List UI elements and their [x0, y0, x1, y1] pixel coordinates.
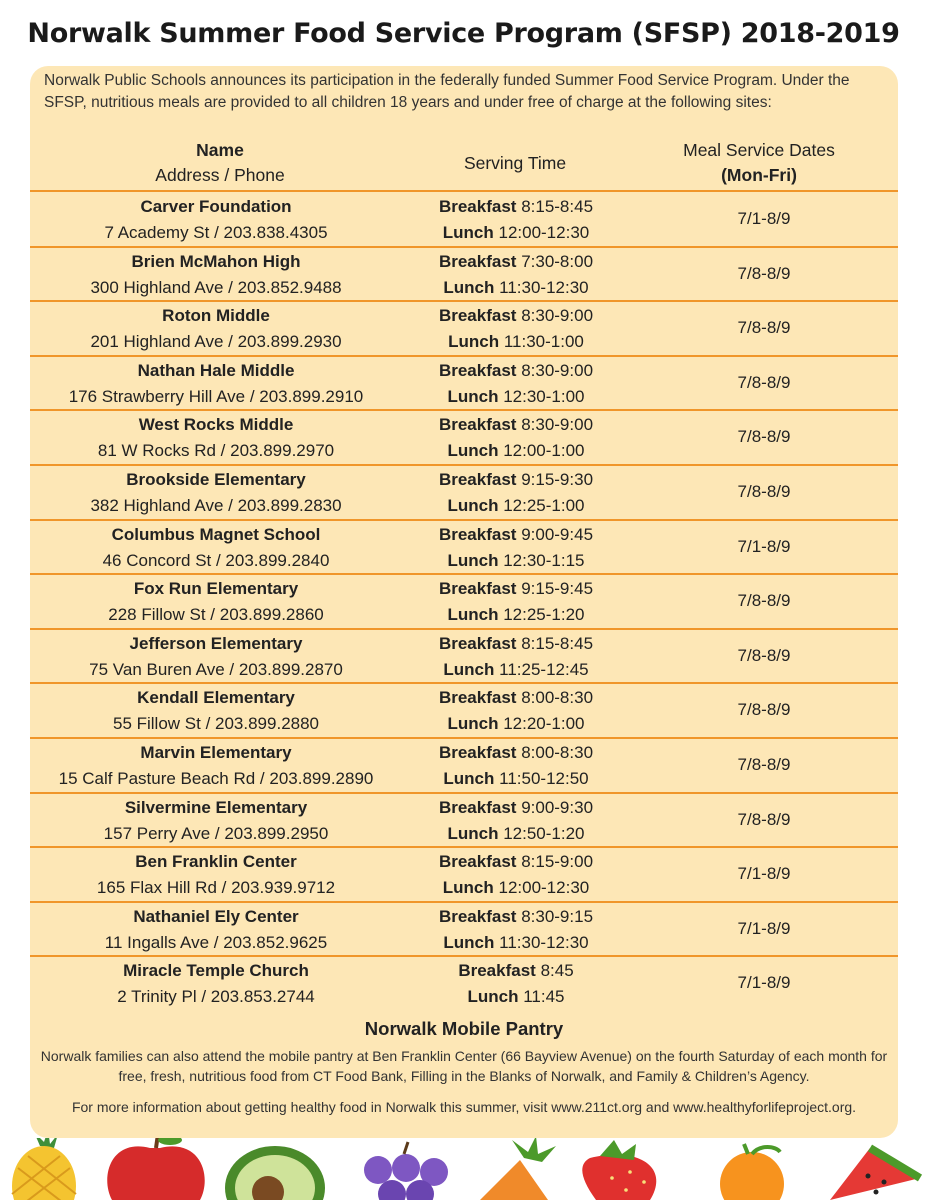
table-row: [30, 957, 898, 1010]
site-address: 55 Fillow St / 203.899.2880: [112, 714, 320, 734]
table-row: [30, 794, 898, 849]
table-row: [30, 302, 898, 357]
service-dates: 7/8-8/9: [737, 754, 791, 774]
site-name: Roton Middle: [162, 306, 270, 326]
lunch-label: Lunch: [447, 441, 499, 461]
breakfast-value: 9:00-9:30: [521, 797, 594, 817]
breakfast-value: 8:45: [540, 961, 574, 981]
breakfast-time: [402, 194, 630, 220]
fruit-border: [0, 1138, 927, 1200]
lunch-time: [402, 984, 630, 1010]
header-name-cell: [30, 138, 410, 188]
site-name: Nathaniel Ely Center: [133, 906, 299, 926]
pantry-title: Norwalk Mobile Pantry: [364, 1018, 564, 1039]
lunch-label: Lunch: [447, 550, 499, 570]
site-name: Brookside Elementary: [126, 469, 306, 489]
breakfast-label: Breakfast: [438, 306, 517, 326]
breakfast-value: 8:30-9:00: [521, 360, 594, 380]
service-dates: 7/8-8/9: [737, 645, 791, 665]
lunch-label: Lunch: [443, 659, 495, 679]
breakfast-label: Breakfast: [438, 524, 517, 544]
service-dates: 7/1-8/9: [737, 918, 791, 938]
site-name: Miracle Temple Church: [123, 961, 309, 981]
lunch-time: [402, 548, 630, 574]
table-row: [30, 903, 898, 958]
site-address: 300 Highland Ave / 203.852.9488: [90, 277, 342, 297]
breakfast-value: 8:30-9:00: [521, 415, 594, 435]
breakfast-label: Breakfast: [438, 579, 517, 599]
table-row: [30, 466, 898, 521]
page-title: Norwalk Summer Food Service Program (SFSP) 2018-2019: [27, 18, 900, 49]
breakfast-time: [402, 249, 630, 275]
site-address: 157 Perry Ave / 203.899.2950: [103, 823, 329, 843]
site-name: Kendall Elementary: [137, 688, 295, 708]
site-address: 201 Highland Ave / 203.899.2930: [90, 332, 342, 352]
lunch-time: [402, 438, 630, 464]
lunch-value: 12:20-1:00: [503, 714, 585, 734]
lunch-time: [402, 657, 630, 683]
grapes-icon: [364, 1142, 448, 1200]
header-dates: Meal Service Dates: [683, 140, 835, 160]
lunch-time: [402, 275, 630, 301]
strawberry-icon: [582, 1140, 656, 1200]
lunch-label: Lunch: [447, 714, 499, 734]
service-dates: 7/8-8/9: [737, 481, 791, 501]
lunch-value: 11:30-1:00: [503, 332, 584, 352]
lunch-value: 11:25-12:45: [499, 659, 589, 679]
table-row: [30, 684, 898, 739]
breakfast-time: [402, 904, 630, 930]
breakfast-time: [402, 303, 630, 329]
breakfast-time: [402, 795, 630, 821]
breakfast-label: Breakfast: [438, 688, 517, 708]
service-dates: 7/1-8/9: [737, 973, 791, 993]
breakfast-label: Breakfast: [438, 360, 517, 380]
lunch-time: [402, 766, 630, 792]
service-dates: 7/8-8/9: [737, 318, 791, 338]
site-name: Ben Franklin Center: [135, 852, 297, 872]
breakfast-time: [402, 358, 630, 384]
service-dates: 7/1-8/9: [737, 536, 791, 556]
breakfast-label: Breakfast: [438, 197, 517, 216]
lunch-time: [402, 875, 630, 901]
lunch-value: 12:30-1:00: [503, 386, 585, 406]
breakfast-value: 8:00-8:30: [521, 688, 594, 708]
header-name: Name: [196, 140, 244, 160]
site-address: 228 Fillow St / 203.899.2860: [108, 605, 324, 625]
site-name: Marvin Elementary: [140, 742, 292, 762]
lunch-label: Lunch: [447, 495, 499, 515]
site-address: 11 Ingalls Ave / 203.852.9625: [104, 932, 328, 952]
lunch-label: Lunch: [442, 223, 494, 242]
breakfast-label: Breakfast: [438, 906, 517, 926]
breakfast-time: [402, 522, 630, 548]
breakfast-time: [402, 467, 630, 493]
program-card: [30, 66, 898, 1138]
service-dates: 7/8-8/9: [737, 700, 791, 720]
lunch-time: [402, 329, 630, 355]
breakfast-value: 8:15-8:45: [521, 197, 594, 216]
lunch-label: Lunch: [447, 605, 499, 625]
lunch-label: Lunch: [448, 332, 500, 352]
breakfast-time: [402, 412, 630, 438]
lunch-time: [402, 821, 630, 847]
orange-icon: [720, 1144, 784, 1200]
lunch-value: 11:45: [523, 987, 565, 1007]
site-name: Carver Foundation: [140, 197, 292, 216]
table-row: [30, 411, 898, 466]
breakfast-value: 9:00-9:45: [521, 524, 594, 544]
breakfast-time: [402, 958, 630, 984]
site-address: 75 Van Buren Ave / 203.899.2870: [89, 659, 343, 679]
breakfast-label: Breakfast: [438, 852, 517, 872]
site-address: 46 Concord St / 203.899.2840: [102, 550, 330, 570]
site-name: West Rocks Middle: [138, 415, 294, 435]
lunch-label: Lunch: [443, 277, 495, 297]
breakfast-value: 8:00-8:30: [521, 742, 594, 762]
site-name: Nathan Hale Middle: [137, 360, 295, 380]
site-name: Silvermine Elementary: [124, 797, 308, 817]
lunch-label: Lunch: [467, 987, 519, 1007]
pineapple-icon: [12, 1138, 76, 1200]
more-info: For more information about getting healthy food in Norwalk this summer, visit www.211ct.org and www.healthyforlifeproject.org.: [71, 1099, 857, 1115]
lunch-time: [402, 220, 630, 246]
table-row: [30, 630, 898, 685]
breakfast-value: 8:30-9:15: [521, 906, 594, 926]
header-dates-cell: [620, 138, 898, 188]
intro-text: Norwalk Public Schools announces its participation in the federally funded Summer Food Service Program. Under the SFSP, nutritious meals are provided to all children 18 years and under free of charge at the following sites:: [44, 72, 850, 111]
table-row: [30, 575, 898, 630]
breakfast-label: Breakfast: [438, 742, 517, 762]
lunch-value: 12:25-1:20: [503, 605, 585, 625]
watermelon-icon: [830, 1148, 920, 1200]
lunch-label: Lunch: [447, 386, 499, 406]
breakfast-value: 8:15-8:45: [521, 633, 594, 653]
breakfast-value: 7:30-8:00: [521, 251, 594, 271]
breakfast-time: [402, 685, 630, 711]
table-row: [30, 193, 898, 248]
site-address: 81 W Rocks Rd / 203.899.2970: [97, 441, 335, 461]
lunch-time: [402, 384, 630, 410]
lunch-label: Lunch: [447, 823, 499, 843]
service-dates: 7/8-8/9: [737, 591, 791, 611]
site-address: 165 Flax Hill Rd / 203.939.9712: [96, 878, 336, 898]
carrot-icon: [480, 1138, 556, 1200]
site-address: 176 Strawberry Hill Ave / 203.899.2910: [68, 386, 364, 406]
site-address: 7 Academy St / 203.838.4305: [104, 223, 328, 242]
site-name: Jefferson Elementary: [129, 633, 303, 653]
service-dates: 7/8-8/9: [737, 809, 791, 829]
breakfast-value: 9:15-9:30: [521, 469, 594, 489]
breakfast-value: 9:15-9:45: [521, 579, 594, 599]
breakfast-value: 8:30-9:00: [521, 306, 594, 326]
lunch-value: 11:30-12:30: [499, 277, 589, 297]
lunch-value: 12:00-12:30: [498, 223, 590, 242]
site-name: Columbus Magnet School: [111, 524, 321, 544]
lunch-time: [402, 602, 630, 628]
table-row: [30, 357, 898, 412]
service-dates: 7/1-8/9: [737, 864, 791, 884]
lunch-value: 11:30-12:30: [499, 932, 589, 952]
lunch-value: 12:00-12:30: [498, 878, 590, 898]
lunch-value: 12:00-1:00: [503, 441, 585, 461]
breakfast-time: [402, 740, 630, 766]
sites-table: [30, 193, 898, 1010]
breakfast-label: Breakfast: [458, 961, 536, 981]
table-row: [30, 739, 898, 794]
breakfast-time: [402, 631, 630, 657]
table-header: [30, 138, 898, 192]
apple-icon: [107, 1138, 204, 1200]
site-name: Fox Run Elementary: [133, 579, 299, 599]
site-address: 2 Trinity Pl / 203.853.2744: [117, 987, 315, 1007]
service-dates: 7/8-8/9: [737, 427, 791, 447]
lunch-time: [402, 711, 630, 737]
breakfast-value: 8:15-9:00: [521, 852, 594, 872]
breakfast-label: Breakfast: [438, 469, 517, 489]
avocado-icon: [225, 1146, 325, 1200]
service-dates: 7/1-8/9: [737, 209, 791, 228]
header-address-phone: Address / Phone: [155, 165, 285, 185]
lunch-label: Lunch: [443, 932, 495, 952]
lunch-value: 11:50-12:50: [499, 768, 589, 788]
lunch-label: Lunch: [442, 878, 494, 898]
lunch-time: [402, 493, 630, 519]
breakfast-time: [402, 849, 630, 875]
lunch-value: 12:25-1:00: [503, 495, 585, 515]
breakfast-label: Breakfast: [438, 797, 517, 817]
lunch-label: Lunch: [443, 768, 495, 788]
table-row: [30, 521, 898, 576]
pantry-body: Norwalk families can also attend the mobile pantry at Ben Franklin Center (66 Bayview Avenue) on the fourth Saturday of each month for free, fresh, nutritious food from CT Food Bank, Filling in the Blanks of Norwalk, and Family & Children’s Agency.: [40, 1048, 888, 1084]
breakfast-label: Breakfast: [438, 633, 517, 653]
site-address: 382 Highland Ave / 203.899.2830: [90, 495, 342, 515]
lunch-value: 12:50-1:20: [503, 823, 585, 843]
service-dates: 7/8-8/9: [737, 263, 791, 283]
site-address: 15 Calf Pasture Beach Rd / 203.899.2890: [58, 768, 374, 788]
breakfast-time: [402, 576, 630, 602]
breakfast-label: Breakfast: [438, 415, 517, 435]
header-dates-sub: (Mon-Fri): [721, 165, 797, 185]
breakfast-label: Breakfast: [438, 251, 517, 271]
lunch-value: 12:30-1:15: [503, 550, 585, 570]
table-row: [30, 248, 898, 303]
site-name: Brien McMahon High: [131, 251, 301, 271]
lunch-time: [402, 930, 630, 956]
table-row: [30, 848, 898, 903]
header-serving-time: Serving Time: [463, 153, 567, 173]
service-dates: 7/8-8/9: [737, 372, 791, 392]
